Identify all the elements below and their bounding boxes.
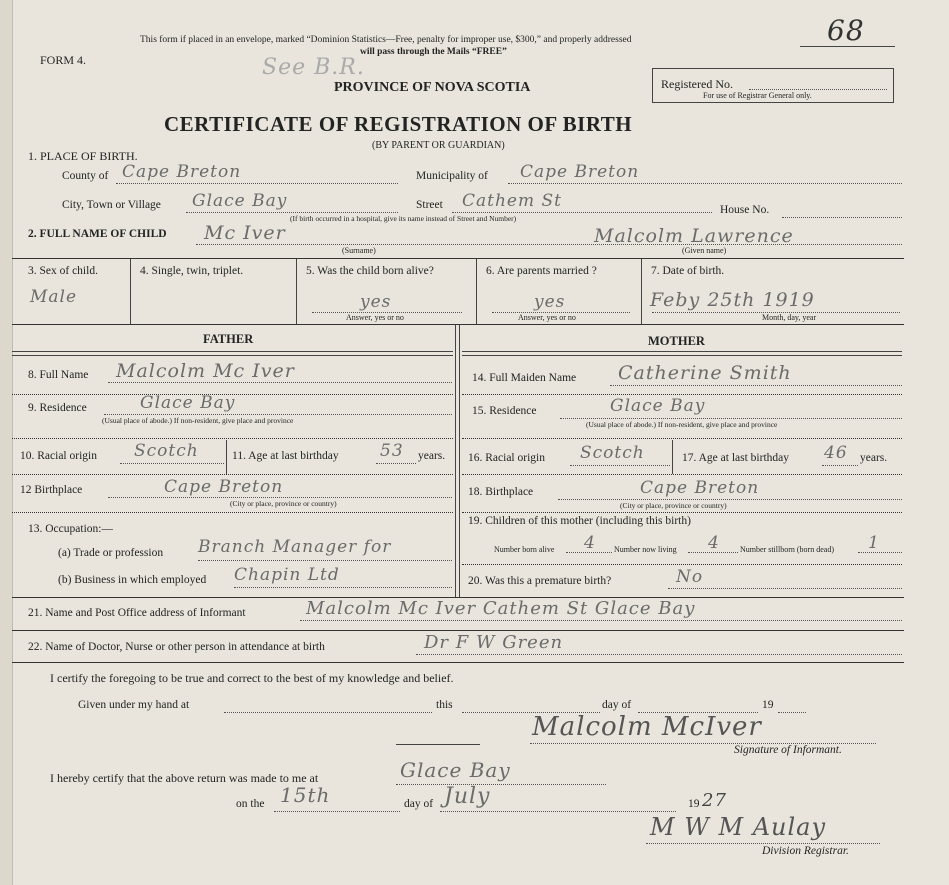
mother-birthplace-value: Cape Breton (640, 478, 760, 498)
this-label: this (436, 699, 453, 711)
municipality-value: Cape Breton (520, 162, 640, 182)
now-living-count: 4 (708, 533, 720, 553)
mother-age-value: 46 (824, 443, 848, 463)
mother-name-label: 14. Full Maiden Name (472, 372, 577, 384)
mailing-notice: This form if placed in an envelope, marked “Dominion Statistics—Free, penalty for improper use, $300,” and properly addressed (140, 35, 632, 45)
date-of-birth-caption: Month, day, year (762, 313, 817, 322)
registration-day-of: day of (404, 798, 434, 810)
informant-signature: Malcolm McIver (532, 712, 762, 742)
surname-value: Mc Iver (204, 222, 286, 244)
business-label: (b) Business in which employed (58, 574, 207, 586)
father-name-label: 8. Full Name (28, 369, 89, 381)
father-residence-value: Glace Bay (140, 393, 236, 413)
hospital-note: (If birth occurred in a hospital, give its name instead of Street and Number) (290, 214, 517, 223)
sex-value: Male (30, 287, 78, 307)
given-under-label: Given under my hand at (78, 699, 190, 711)
father-age-years: years. (418, 450, 446, 462)
city-value: Glace Bay (192, 191, 288, 211)
county-label: County of (62, 170, 109, 182)
parents-married-value: yes (534, 292, 566, 312)
father-birthplace-caption: (City or place, province or country) (230, 499, 337, 508)
handwritten-note: See B.R. (262, 55, 365, 80)
registered-number-box (652, 68, 894, 103)
year-prefix: 19 (762, 699, 774, 711)
born-alive-count: 4 (584, 533, 596, 553)
trade-value: Branch Manager for (198, 537, 392, 557)
father-birthplace-label: 12 Birthplace (20, 484, 83, 496)
certificate-title: CERTIFICATE OF REGISTRATION OF BIRTH (164, 112, 633, 136)
handwritten-number: 68 (827, 14, 865, 47)
child-name-label: 2. FULL NAME OF CHILD (28, 228, 167, 240)
city-label: City, Town or Village (62, 199, 161, 211)
registrar-signature-caption: Division Registrar. (762, 845, 849, 857)
born-alive-label: 5. Was the child born alive? (306, 265, 434, 277)
trade-label: (a) Trade or profession (58, 547, 164, 559)
date-of-birth-label: 7. Date of birth. (651, 265, 725, 277)
mailing-notice-free: will pass through the Mails “FREE” (360, 47, 507, 57)
registration-year-prefix: 19 (688, 798, 700, 810)
registrar-signature: M W M Aulay (650, 813, 827, 841)
date-of-birth-value: Feby 25th 1919 (650, 289, 815, 311)
mother-birthplace-caption: (City or place, province or country) (620, 501, 727, 510)
stillborn-count: 1 (868, 533, 880, 553)
mother-age-label: 17. Age at last birthday (682, 452, 789, 464)
premature-label: 20. Was this a premature birth? (468, 575, 612, 587)
father-occupation-label: 13. Occupation:— (28, 523, 113, 535)
born-alive-count-label: Number born alive (494, 545, 555, 554)
now-living-label: Number now living (614, 545, 677, 554)
children-label: 19. Children of this mother (including this birth) (468, 515, 691, 527)
informant-label: 21. Name and Post Office address of Informant (28, 607, 246, 619)
father-residence-caption: (Usual place of abode.) If non-resident, give place and province (102, 416, 294, 425)
parents-married-caption: Answer, yes or no (518, 313, 576, 322)
mother-racial-label: 16. Racial origin (468, 452, 545, 464)
premature-value: No (676, 567, 704, 587)
given-name-caption: (Given name) (682, 246, 727, 255)
mother-racial-value: Scotch (580, 443, 645, 463)
sex-label: 3. Sex of child. (28, 265, 98, 277)
mother-age-years: years. (860, 452, 888, 464)
father-age-label: 11. Age at last birthday (232, 450, 339, 462)
day-of-label: day of (602, 699, 632, 711)
form-number: FORM 4. (40, 53, 87, 67)
certificate-subtitle: (BY PARENT OR GUARDIAN) (372, 140, 505, 151)
street-label: Street (416, 199, 443, 211)
municipality-label: Municipality of (416, 170, 488, 182)
house-label: House No. (720, 204, 770, 216)
place-of-birth-label: 1. PLACE OF BIRTH. (28, 149, 138, 163)
single-twin-label: 4. Single, twin, triplet. (140, 265, 244, 277)
certify-statement: I certify the foregoing to be true and correct to the best of my knowledge and belief. (50, 671, 454, 685)
county-value: Cape Breton (122, 162, 242, 182)
document-edge (0, 0, 13, 885)
registered-label: Registered No. (661, 77, 733, 91)
father-name-value: Malcolm Mc Iver (116, 360, 295, 382)
registration-month: July (444, 784, 491, 809)
born-alive-value: yes (360, 292, 392, 312)
street-value: Cathem St (462, 191, 562, 211)
mother-name-value: Catherine Smith (618, 362, 792, 384)
mother-heading: MOTHER (648, 334, 705, 348)
given-name-value: Malcolm Lawrence (594, 225, 794, 247)
informant-value: Malcolm Mc Iver Cathem St Glace Bay (306, 598, 696, 619)
born-alive-caption: Answer, yes or no (346, 313, 404, 322)
father-heading: FATHER (203, 332, 254, 346)
on-the-label: on the (236, 798, 265, 810)
father-age-value: 53 (380, 441, 404, 461)
surname-caption: (Surname) (342, 246, 376, 255)
registrar-place: Glace Bay (400, 758, 511, 782)
province-heading: PROVINCE OF NOVA SCOTIA (334, 80, 531, 95)
registration-day: 15th (280, 783, 331, 807)
father-residence-label: 9. Residence (28, 402, 87, 414)
registrar-use-note: For use of Registrar General only. (703, 91, 812, 100)
mother-residence-value: Glace Bay (610, 396, 706, 416)
parents-married-label: 6. Are parents married ? (486, 265, 597, 277)
business-value: Chapin Ltd (234, 565, 340, 585)
informant-signature-caption: Signature of Informant. (734, 744, 842, 756)
father-racial-value: Scotch (134, 441, 199, 461)
stillborn-label: Number stillborn (born dead) (740, 545, 834, 554)
father-birthplace-value: Cape Breton (164, 477, 284, 497)
father-racial-label: 10. Racial origin (20, 450, 97, 462)
doctor-value: Dr F W Green (424, 632, 564, 653)
doctor-label: 22. Name of Doctor, Nurse or other person in attendance at birth (28, 641, 325, 653)
registrar-statement: I hereby certify that the above return was made to me at (50, 771, 319, 785)
registration-year: 27 (702, 790, 727, 811)
mother-birthplace-label: 18. Birthplace (468, 486, 534, 498)
mother-residence-caption: (Usual place of abode.) If non-resident, give place and province (586, 420, 778, 429)
mother-residence-label: 15. Residence (472, 405, 537, 417)
